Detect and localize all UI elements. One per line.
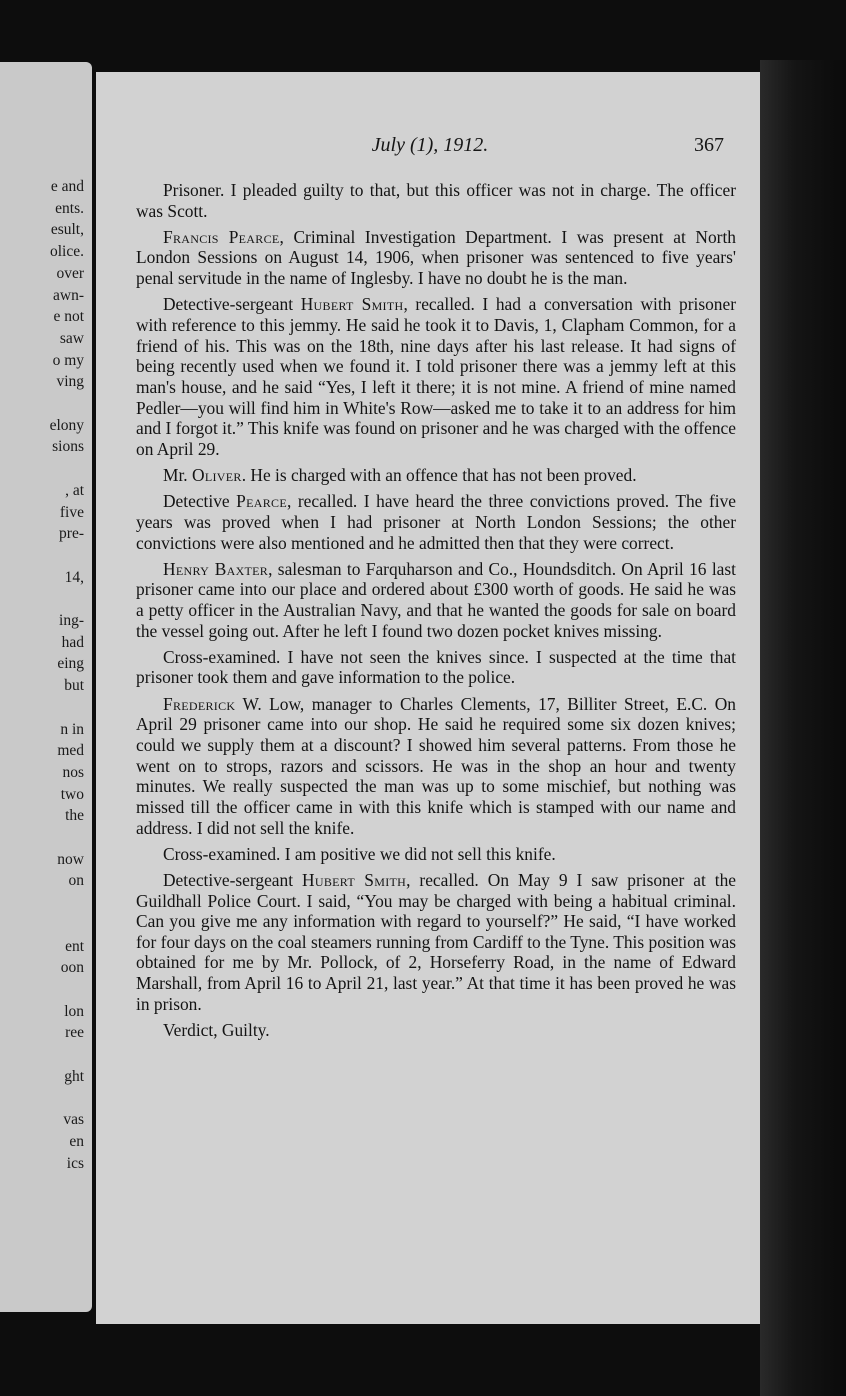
paragraph-text: , recalled. I had a conversation with prisoner with reference to this jemmy. He said he took it to Davis, 1, Clapham Common, for a friend of his. This was on the 18th, nine days after his last release. It had signs of being recently used when we found it. I told prisoner there was a jemmy left at this man's house, and he said “Yes, I left it there; it is not mine. A friend of mine named Pedler—you will find him in White's Row—asked me to take it to an address for him and I forgot it.” This knife was found on prisoner and he was charged with the offence on April 29.	[136, 294, 736, 459]
left-page-fragment: oon	[60, 959, 84, 977]
left-page-fragment: ving	[56, 373, 84, 391]
running-head-text: July (1), 1912.	[371, 134, 489, 156]
paragraph-text: . He is charged with an offence that has not been proved.	[241, 465, 637, 486]
left-page-fragment: e not	[53, 308, 84, 326]
left-page-fragment: had	[61, 633, 84, 651]
left-page-fragment: en	[69, 1132, 84, 1150]
paragraph-text: , recalled. On May 9 I saw prisoner at the Guildhall Police Court. I said, “You may be charged with being a habitual criminal. Can you give me any information with regard to yourself?” He said, “I have worked for four days on the coal steamers running from Cardiff to the Tyne. This position was obtained for me by Mr. Pollock, of 2, Horseferry Road, in the name of Edward Marshall, from April 16 to April 21, last year.” At that time it has been proved he was in prison.	[136, 869, 736, 1014]
paragraph-text: , Criminal Investigation Department. I was present at North London Sessions on August 14, 1906, when prisoner was sentenced to five years' penal servitude in the name of Inglesby. I have no doubt he is the man.	[136, 226, 736, 289]
speaker-title: Detective-sergeant	[163, 869, 303, 890]
left-page-fragment: nos	[62, 763, 84, 781]
page-gutter-shadow	[760, 60, 846, 1396]
left-page-edge	[0, 62, 92, 1312]
left-page-fragment: med	[57, 742, 84, 760]
testimony-paragraph	[136, 227, 736, 289]
testimony-paragraph	[136, 870, 736, 1015]
paragraph-text: , recalled. I have heard the three convictions proved. The five years was proved when I had prisoner at North London Sessions; the other convictions were also mentioned and he admitted then that they were correct.	[136, 491, 736, 553]
paragraph-text: Verdict, Guilty.	[163, 1019, 270, 1040]
left-page-fragment: sions	[52, 438, 84, 456]
testimony-paragraph	[136, 694, 736, 839]
left-page-fragment: five	[59, 503, 84, 521]
left-page-fragment: e and	[50, 178, 84, 195]
left-page-fragment: ing-	[59, 612, 84, 629]
left-page-fragment: on	[68, 872, 84, 890]
paragraph-text: Cross-examined. I have not seen the knives since. I suspected at the time that prisoner took them and gave information to the police.	[136, 646, 736, 688]
speaker-name: Pearce	[236, 491, 287, 512]
left-page-fragment: esult,	[50, 221, 84, 239]
speaker-name: Oliver	[192, 465, 242, 486]
speaker-title: Detective-sergeant	[163, 294, 301, 315]
testimony-paragraph	[136, 559, 736, 642]
left-page-fragment: pre-	[59, 525, 84, 543]
running-head	[136, 134, 724, 157]
paragraph-text: , salesman to Farquharson and Co., Houndsditch. On April 16 last prisoner came into our place and ordered about £300 worth of goods. He said he was a petty officer in the Australian Navy, and that he wanted the goods for sale on board the vessel going out. After he left I found two dozen pocket knives missing.	[136, 558, 736, 641]
page-header	[136, 134, 724, 160]
left-page-fragment: ents.	[55, 199, 84, 217]
testimony-paragraph	[136, 294, 736, 459]
page-number: 367	[694, 134, 724, 156]
left-page-fragment: the	[65, 807, 84, 825]
left-page-fragment: awn-	[53, 286, 84, 304]
left-page-fragment: lon	[64, 1002, 84, 1020]
testimony-paragraph	[136, 180, 736, 221]
left-page-fragment: two	[60, 785, 84, 803]
speaker-name: Frederick	[163, 693, 236, 714]
left-page-fragment: over	[56, 264, 84, 282]
left-page-fragment: ics	[66, 1154, 84, 1172]
testimony-paragraph	[136, 491, 736, 553]
speaker-name: Henry Baxter	[163, 558, 269, 579]
left-page-fragment: n in	[60, 720, 84, 738]
speaker-name: Francis Pearce	[163, 226, 280, 247]
left-page-fragment: ree	[65, 1024, 84, 1042]
paragraph-text: Prisoner. I pleaded guilty to that, but this officer was not in charge. The officer was Scott.	[136, 180, 736, 221]
left-page-fragment: saw	[59, 329, 84, 347]
speaker-title: Mr.	[163, 465, 192, 486]
left-page-fragment: now	[57, 850, 84, 868]
speaker-name: Hubert Smith	[302, 869, 407, 890]
paragraph-text: Cross-examined. I am positive we did not sell this knife.	[163, 843, 556, 864]
left-page-fragment: elony	[49, 416, 84, 434]
page-body	[136, 180, 736, 1046]
speaker-title: Detective	[163, 491, 237, 512]
left-page-fragment: , at	[65, 481, 84, 499]
left-page-fragment: but	[64, 677, 84, 695]
paragraph-text: W. Low, manager to Charles Clements, 17, Billiter Street, E.C. On April 29 prisoner came into our shop. He said he required some six dozen knives; could we supply them at a discount? I showed him several patterns. From those he went on to strops, razors and scissors. He was in the shop an hour and twenty minutes. We really suspected the man was up to some mischief, but nothing was missed till the officer came in with this knife which is stamped with our name and address. I did not sell the knife.	[136, 693, 736, 838]
testimony-paragraph	[136, 844, 736, 865]
left-page-fragment: ent	[65, 937, 84, 955]
testimony-paragraph	[136, 1020, 736, 1041]
testimony-paragraph	[136, 465, 736, 486]
left-page-fragment: olice.	[50, 243, 84, 261]
left-page-fragment: eing	[57, 655, 84, 673]
testimony-paragraph	[136, 647, 736, 688]
left-page-fragment: 14,	[64, 568, 84, 586]
left-page-fragment: o my	[52, 351, 84, 369]
left-page-fragment: ght	[64, 1067, 84, 1085]
left-page-fragment: vas	[63, 1111, 84, 1129]
speaker-name: Hubert Smith	[300, 294, 404, 315]
